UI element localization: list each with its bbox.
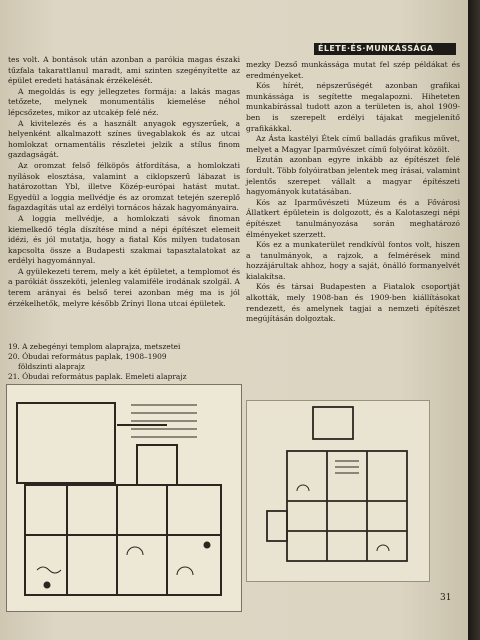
figure-captions: [8, 342, 240, 382]
floor-plan-upper: [246, 400, 430, 582]
floor-plan-ground: [6, 384, 242, 612]
paragraph: Kós hírét, népszerűségét azonban grafikai munkássága is segítette megalapozni. Hiheteten munkabírással tudott azon a területen is, ahol 1909-ben is szerepelt erdélyi tájakat megjelenítő grafikákkal.: [246, 81, 460, 133]
paragraph: A megoldás is egy jellegzetes formája: a lakás magas tetőzete, melynek monumentális kiemelése néhol lépcsőzetes, mikor az utcakép felé néz.: [8, 86, 240, 117]
caption-19: 19. A zebegényi templom alaprajza, metszetei: [8, 342, 181, 351]
caption-20-sub: földszinti alaprajz: [18, 362, 85, 371]
paragraph: Az Ásta kastélyi Étek című balladás grafikus művet, melyet a Magyar Iparművészet című folyóirat közölt.: [246, 134, 460, 154]
paragraph: A loggia mellvédje, a homlokzati sávok finoman kiemelkedő tégla díszítése mind a népi építészet elemeit idézi, és jól mutatja, hogy a fiatal Kós milyen tudatosan kapcsolta össze a Budapesti szakmai tapasztalatokat az erdélyi hagyománnyal.: [8, 213, 240, 266]
caption-21: 21. Óbudai református paplak. Emeleti alaprajz: [8, 372, 187, 381]
running-head: ÉLETE·ÉS·MUNKÁSSÁGA: [318, 44, 434, 53]
book-spine: [468, 0, 480, 640]
paragraph: Az oromzat felső félköpös átfordítása, a homlokzati nyílások elosztása, valamint a ciklopszerű lábazat is határozottan Ybl, illetve Közép-európai hatást mutat. Egyedül a loggia mellvédje és az oromzat tetején szereplő fagazdagítás utal az erdélyi tornácos házak hagyományaira.: [8, 160, 240, 213]
paragraph: A gyülekezeti terem, mely a két épületet, a templomot és a parókiát összeköti, jelenleg valamiféle irodának szolgál. A terem arányai és belső terei azonban még ma is jól érzékelhetők, melyre később Zrínyi Ilona utcai épületek.: [8, 266, 240, 308]
paragraph: mezky Dezső munkássága mutat fel szép példákat és eredményeket.: [246, 60, 460, 80]
caption-20: 20. Óbudai református paplak, 1908–1909: [8, 352, 167, 361]
paragraph: Kós és társai Budapesten a Fiatalok csoportját alkották, mely 1908-ban és 1909-ben kiállításokat rendezett, és amelynek tagjai a nemzeti építészet megújításán dolgoztak.: [246, 282, 460, 324]
paragraph: tes volt. A bontások után azonban a parókia magas északi tűzfala takarattlanul maradt, ami szinten szegényítette az épület eredeti hatásának érzékelését.: [8, 55, 240, 86]
page-number: 31: [440, 593, 452, 603]
paragraph: Kós az Iparművészeti Múzeum és a Fővárosi Állatkert épületein is dolgozott, és a Kalotaszegi népi építészet tanulmányozása során meghatározó élményeket szerzett.: [246, 197, 460, 239]
paragraph: Ezután azonban egyre inkább az építészet felé fordult. Több folyóiratban jelentek meg írásai, valamint jelentős szerepet vállalt a magyar építészeti hagyományok kutatásában.: [246, 155, 460, 197]
right-text-column: [246, 60, 460, 325]
floor-plan-ground-drawing: [7, 385, 241, 611]
floor-plan-upper-drawing: [247, 401, 429, 581]
left-text-column: [8, 55, 240, 309]
paragraph: A kivitelezés és a használt anyagok egyszerűek, a helyenként alkalmazott színes üvegablakok és az utcai homlokzat ornamentális részletei jelzik a stílus finom gazdagságát.: [8, 118, 240, 160]
paragraph: Kós ez a munkaterület rendkívül fontos volt, hiszen a tanulmányok, a rajzok, a felmérések mind hozzájárultak ahhoz, hogy a saját, önálló formanyelvét kialakítsa.: [246, 240, 460, 281]
